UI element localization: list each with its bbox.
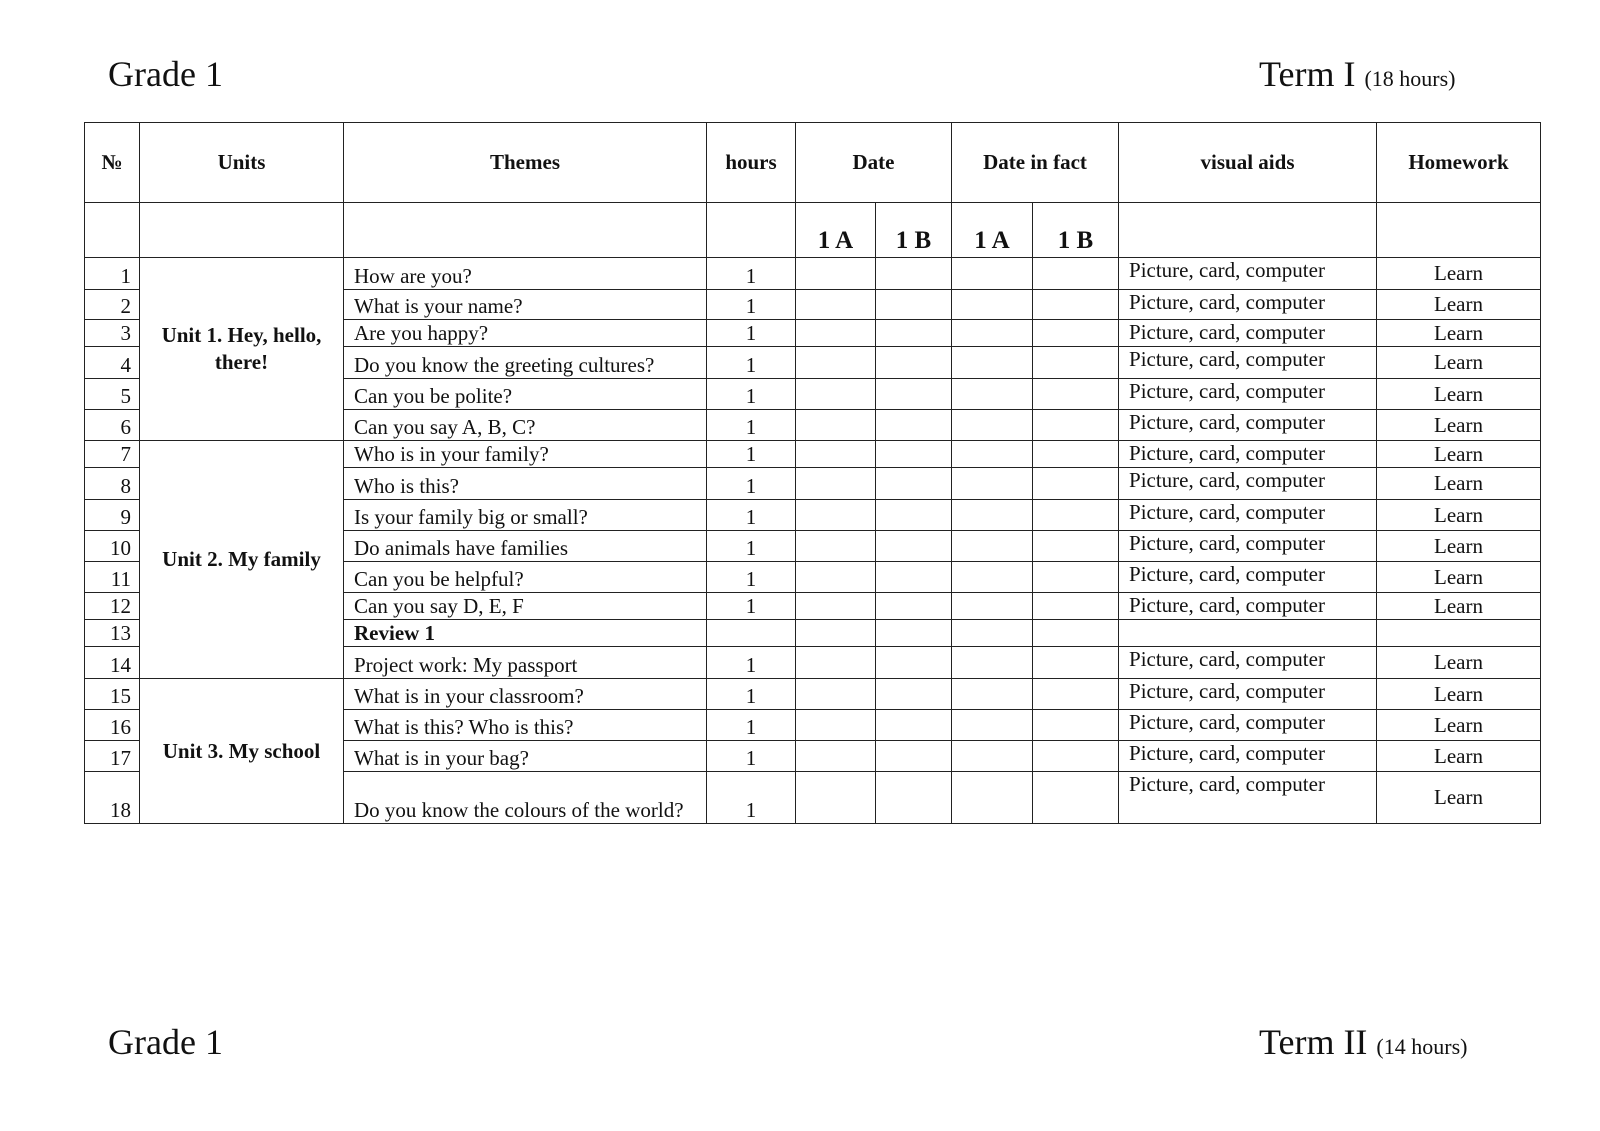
- homework-cell: Learn: [1377, 741, 1541, 772]
- date-1b-cell: [876, 379, 952, 410]
- hours-cell: 1: [707, 468, 796, 500]
- theme-cell: Are you happy?: [344, 320, 707, 347]
- unit-name: Unit 2. My family: [140, 441, 344, 679]
- date-in-fact-1b: 1 B: [1033, 203, 1119, 258]
- col-header-homework: Homework: [1377, 123, 1541, 203]
- visual-aids-cell: Picture, card, computer: [1119, 320, 1377, 347]
- row-number: 18: [85, 772, 140, 824]
- date-in-fact-1a-cell: [952, 593, 1033, 620]
- row-number: 3: [85, 320, 140, 347]
- visual-aids-cell: Picture, card, computer: [1119, 647, 1377, 679]
- visual-aids-cell: Picture, card, computer: [1119, 562, 1377, 593]
- theme-cell: Do animals have families: [344, 531, 707, 562]
- date-1a-cell: [796, 562, 876, 593]
- date-in-fact-1a-cell: [952, 290, 1033, 320]
- date-1a-cell: [796, 379, 876, 410]
- date-1b-cell: [876, 562, 952, 593]
- visual-aids-cell: Picture, card, computer: [1119, 468, 1377, 500]
- date-in-fact-1b-cell: [1033, 593, 1119, 620]
- visual-aids-cell: Picture, card, computer: [1119, 772, 1377, 824]
- unit-name: Unit 1. Hey, hello, there!: [140, 258, 344, 441]
- visual-aids-cell: Picture, card, computer: [1119, 290, 1377, 320]
- date-in-fact-1a-cell: [952, 500, 1033, 531]
- col-header-themes: Themes: [344, 123, 707, 203]
- date-in-fact-1b-cell: [1033, 468, 1119, 500]
- date-1a-cell: [796, 741, 876, 772]
- homework-cell: Learn: [1377, 410, 1541, 441]
- date-in-fact-1a-cell: [952, 441, 1033, 468]
- hours-cell: 1: [707, 679, 796, 710]
- date-in-fact-1a-cell: [952, 620, 1033, 647]
- date-in-fact-1b-cell: [1033, 379, 1119, 410]
- date-in-fact-1a-cell: [952, 741, 1033, 772]
- date-in-fact-1b-cell: [1033, 531, 1119, 562]
- hours-cell: 1: [707, 500, 796, 531]
- row-number: 15: [85, 679, 140, 710]
- grade-heading-top: Grade 1: [108, 54, 223, 94]
- row-number: 1: [85, 258, 140, 290]
- date-in-fact-1b-cell: [1033, 258, 1119, 290]
- date-1b-cell: [876, 741, 952, 772]
- date-1a-cell: [796, 679, 876, 710]
- date-1a-cell: [796, 468, 876, 500]
- date-1b-cell: [876, 441, 952, 468]
- homework-cell: Learn: [1377, 320, 1541, 347]
- date-1b-cell: [876, 772, 952, 824]
- date-1a-cell: [796, 647, 876, 679]
- row-number: 14: [85, 647, 140, 679]
- theme-cell: Can you say A, B, C?: [344, 410, 707, 441]
- hours-cell: 1: [707, 379, 796, 410]
- date-in-fact-1b-cell: [1033, 347, 1119, 379]
- date-1a-cell: [796, 290, 876, 320]
- col-header-visual-aids: visual aids: [1119, 123, 1377, 203]
- date-in-fact-1a-cell: [952, 258, 1033, 290]
- date-in-fact-1a: 1 A: [952, 203, 1033, 258]
- date-1a-cell: [796, 710, 876, 741]
- date-1b-cell: [876, 500, 952, 531]
- date-in-fact-1a-cell: [952, 562, 1033, 593]
- row-number: 16: [85, 710, 140, 741]
- hours-cell: 1: [707, 710, 796, 741]
- table-row: [85, 441, 1541, 468]
- homework-cell: Learn: [1377, 679, 1541, 710]
- date-in-fact-1a-cell: [952, 468, 1033, 500]
- row-number: 7: [85, 441, 140, 468]
- col-header-date: Date: [796, 123, 952, 203]
- date-1a-cell: [796, 320, 876, 347]
- homework-cell: Learn: [1377, 772, 1541, 824]
- term-hours: (18 hours): [1364, 66, 1456, 91]
- homework-cell: Learn: [1377, 531, 1541, 562]
- date-1a-cell: [796, 500, 876, 531]
- homework-cell: Learn: [1377, 258, 1541, 290]
- date-1a-cell: [796, 593, 876, 620]
- row-number: 11: [85, 562, 140, 593]
- row-number: 12: [85, 593, 140, 620]
- col-header-hours: hours: [707, 123, 796, 203]
- hours-cell: 1: [707, 347, 796, 379]
- theme-cell: Project work: My passport: [344, 647, 707, 679]
- date-1a-cell: [796, 772, 876, 824]
- date-1a-cell: [796, 347, 876, 379]
- row-number: 9: [85, 500, 140, 531]
- date-in-fact-1b-cell: [1033, 772, 1119, 824]
- theme-cell: Can you be helpful?: [344, 562, 707, 593]
- hours-cell: 1: [707, 290, 796, 320]
- homework-cell: Learn: [1377, 441, 1541, 468]
- theme-cell: What is your name?: [344, 290, 707, 320]
- hours-cell: 1: [707, 410, 796, 441]
- col-header-date-in-fact: Date in fact: [952, 123, 1119, 203]
- date-1a-cell: [796, 410, 876, 441]
- homework-cell: [1377, 620, 1541, 647]
- date-in-fact-1b-cell: [1033, 562, 1119, 593]
- homework-cell: Learn: [1377, 593, 1541, 620]
- homework-cell: Learn: [1377, 468, 1541, 500]
- hours-cell: 1: [707, 562, 796, 593]
- term-title: Term II: [1259, 1022, 1368, 1062]
- term-heading-bottom: [1259, 1022, 1467, 1067]
- date-1b-cell: [876, 468, 952, 500]
- date-in-fact-1b-cell: [1033, 741, 1119, 772]
- row-number: 4: [85, 347, 140, 379]
- hours-cell: 1: [707, 258, 796, 290]
- date-1a-cell: [796, 531, 876, 562]
- theme-cell: What is this? Who is this?: [344, 710, 707, 741]
- row-number: 13: [85, 620, 140, 647]
- hours-cell: 1: [707, 593, 796, 620]
- col-header-no: №: [85, 123, 140, 203]
- hours-cell: 1: [707, 531, 796, 562]
- hours-cell: 1: [707, 772, 796, 824]
- visual-aids-cell: Picture, card, computer: [1119, 410, 1377, 441]
- date-1a-cell: [796, 441, 876, 468]
- date-1b-cell: [876, 647, 952, 679]
- theme-cell: What is in your bag?: [344, 741, 707, 772]
- col-header-units: Units: [140, 123, 344, 203]
- theme-cell: Can you be polite?: [344, 379, 707, 410]
- date-1a-cell: [796, 620, 876, 647]
- date-1b-cell: [876, 531, 952, 562]
- row-number: 2: [85, 290, 140, 320]
- table-body: [85, 258, 1541, 824]
- date-1a-cell: [796, 258, 876, 290]
- hours-cell: [707, 620, 796, 647]
- row-number: 8: [85, 468, 140, 500]
- theme-cell: Who is in your family?: [344, 441, 707, 468]
- date-1a: 1 A: [796, 203, 876, 258]
- visual-aids-cell: Picture, card, computer: [1119, 347, 1377, 379]
- theme-cell: Do you know the colours of the world?: [344, 772, 707, 824]
- visual-aids-cell: Picture, card, computer: [1119, 441, 1377, 468]
- homework-cell: Learn: [1377, 379, 1541, 410]
- date-1b-cell: [876, 593, 952, 620]
- row-number: 6: [85, 410, 140, 441]
- unit-name: Unit 3. My school: [140, 679, 344, 824]
- homework-cell: Learn: [1377, 500, 1541, 531]
- date-1b-cell: [876, 347, 952, 379]
- visual-aids-cell: [1119, 620, 1377, 647]
- theme-cell: What is in your classroom?: [344, 679, 707, 710]
- table-row: [85, 679, 1541, 710]
- date-1b-cell: [876, 710, 952, 741]
- date-in-fact-1b-cell: [1033, 647, 1119, 679]
- visual-aids-cell: Picture, card, computer: [1119, 710, 1377, 741]
- date-in-fact-1a-cell: [952, 379, 1033, 410]
- lesson-plan-table: [84, 122, 1541, 824]
- homework-cell: Learn: [1377, 647, 1541, 679]
- term-heading-top: [1259, 54, 1455, 99]
- visual-aids-cell: Picture, card, computer: [1119, 679, 1377, 710]
- subheader-row: [85, 203, 1541, 258]
- term-title: Term I: [1259, 54, 1356, 94]
- row-number: 5: [85, 379, 140, 410]
- date-in-fact-1a-cell: [952, 647, 1033, 679]
- row-number: 17: [85, 741, 140, 772]
- homework-cell: Learn: [1377, 290, 1541, 320]
- date-in-fact-1a-cell: [952, 320, 1033, 347]
- date-in-fact-1a-cell: [952, 410, 1033, 441]
- theme-cell: Do you know the greeting cultures?: [344, 347, 707, 379]
- date-in-fact-1b-cell: [1033, 620, 1119, 647]
- term-hours: (14 hours): [1376, 1034, 1468, 1059]
- visual-aids-cell: Picture, card, computer: [1119, 500, 1377, 531]
- visual-aids-cell: Picture, card, computer: [1119, 531, 1377, 562]
- homework-cell: Learn: [1377, 710, 1541, 741]
- table-row: [85, 258, 1541, 290]
- date-in-fact-1b-cell: [1033, 441, 1119, 468]
- date-in-fact-1a-cell: [952, 772, 1033, 824]
- homework-cell: Learn: [1377, 562, 1541, 593]
- visual-aids-cell: Picture, card, computer: [1119, 379, 1377, 410]
- date-in-fact-1a-cell: [952, 347, 1033, 379]
- row-number: 10: [85, 531, 140, 562]
- date-1b-cell: [876, 620, 952, 647]
- date-1b-cell: [876, 320, 952, 347]
- theme-cell: Review 1: [344, 620, 707, 647]
- visual-aids-cell: Picture, card, computer: [1119, 741, 1377, 772]
- date-1b-cell: [876, 410, 952, 441]
- date-in-fact-1b-cell: [1033, 679, 1119, 710]
- homework-cell: Learn: [1377, 347, 1541, 379]
- date-1b-cell: [876, 258, 952, 290]
- hours-cell: 1: [707, 320, 796, 347]
- hours-cell: 1: [707, 441, 796, 468]
- date-in-fact-1a-cell: [952, 710, 1033, 741]
- grade-heading-bottom: Grade 1: [108, 1022, 223, 1062]
- date-in-fact-1b-cell: [1033, 410, 1119, 441]
- date-in-fact-1a-cell: [952, 679, 1033, 710]
- theme-cell: Can you say D, E, F: [344, 593, 707, 620]
- date-1b: 1 B: [876, 203, 952, 258]
- theme-cell: How are you?: [344, 258, 707, 290]
- date-in-fact-1b-cell: [1033, 320, 1119, 347]
- theme-cell: Is your family big or small?: [344, 500, 707, 531]
- date-in-fact-1a-cell: [952, 531, 1033, 562]
- date-1b-cell: [876, 679, 952, 710]
- theme-cell: Who is this?: [344, 468, 707, 500]
- date-in-fact-1b-cell: [1033, 290, 1119, 320]
- hours-cell: 1: [707, 647, 796, 679]
- header-row: [85, 123, 1541, 203]
- date-1b-cell: [876, 290, 952, 320]
- hours-cell: 1: [707, 741, 796, 772]
- visual-aids-cell: Picture, card, computer: [1119, 258, 1377, 290]
- date-in-fact-1b-cell: [1033, 710, 1119, 741]
- visual-aids-cell: Picture, card, computer: [1119, 593, 1377, 620]
- date-in-fact-1b-cell: [1033, 500, 1119, 531]
